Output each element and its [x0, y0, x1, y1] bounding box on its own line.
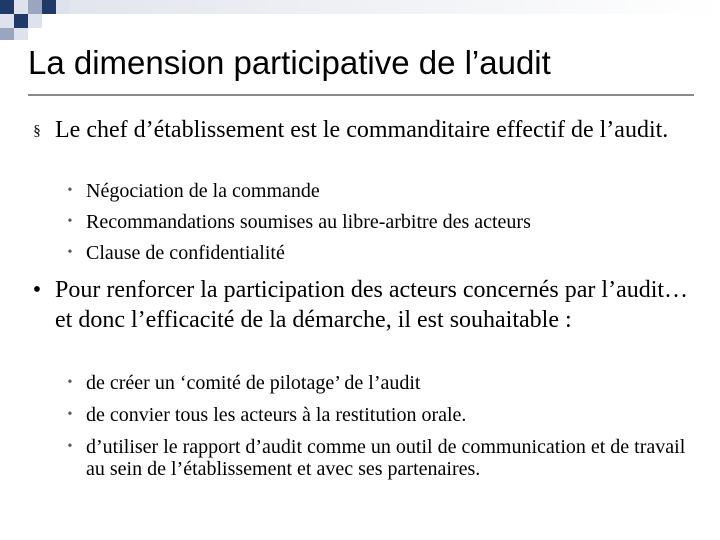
dot-bullet-icon: • [67, 245, 73, 260]
sub-bullet-2-3-text: d’utiliser le rapport d’audit comme un outil de communication et de travail au sein de l’établissement et avec ses partenaires. [86, 436, 686, 480]
sub-bullet-2-2-text: de convier tous les acteurs à la restitution orale. [86, 404, 467, 426]
sub-bullet-2-1 [67, 372, 696, 394]
sub-bullet-1-3 [67, 242, 696, 264]
sub-bullet-1-2 [67, 211, 696, 233]
sub-bullet-1-1-text: Négociation de la commande [86, 180, 320, 202]
bullet-point-1 [33, 115, 695, 145]
dot-bullet-icon: • [67, 183, 73, 198]
bullet-point-1-text: Le chef d’établissement est le commanditaire effectif de l’audit. [55, 117, 669, 143]
dot-bullet-icon: • [67, 407, 73, 422]
slide-title: La dimension participative de l’audit [28, 44, 551, 81]
sub-bullet-2-3 [67, 436, 696, 480]
sub-bullet-2-2 [67, 404, 696, 426]
square-bullet-icon: § [33, 123, 41, 139]
dot-bullet-icon: • [67, 214, 73, 229]
bullet-point-2-text: Pour renforcer la participation des acteurs concernés par l’audit… et donc l’efficacité de la démarche, il est souhaitable : [55, 277, 689, 333]
sub-bullet-1-3-text: Clause de confidentialité [86, 242, 285, 264]
sub-bullet-2-1-text: de créer un ‘comité de pilotage’ de l’audit [86, 372, 421, 394]
sub-bullet-1-1 [67, 180, 696, 202]
dot-bullet-icon: • [67, 375, 73, 390]
dot-bullet-icon: • [67, 439, 73, 454]
bullet-point-2 [32, 275, 695, 335]
sub-bullet-1-2-text: Recommandations soumises au libre-arbitre des acteurs [86, 211, 531, 233]
dot-bullet-icon: • [32, 277, 42, 303]
